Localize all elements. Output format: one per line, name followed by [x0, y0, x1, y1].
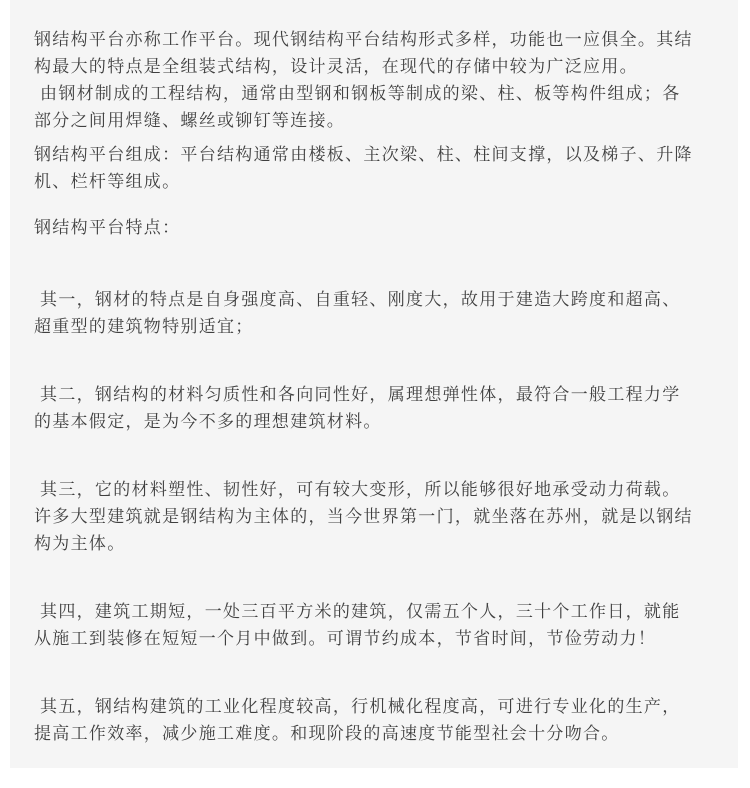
paragraph-feature-4: 其四，建筑工期短，一处三百平方米的建筑，仅需五个人，三十个工作日，就能从施工到装修在短短一个月中做到。可谓节约成本，节省时间，节俭劳动力！ [34, 602, 681, 648]
paragraph-construction: 由钢材制成的工程结构，通常由型钢和钢板等制成的梁、柱、板等构件组成；各部分之间用焊缝、螺丝或铆钉等连接。 [34, 84, 681, 130]
paragraph-feature-1: 其一，钢材的特点是自身强度高、自重轻、刚度大，故用于建造大跨度和超高、超重型的建筑物特别适宜； [34, 290, 681, 336]
paragraph-composition: 钢结构平台组成：平台结构通常由楼板、主次梁、柱、柱间支撑，以及梯子、升降机、栏杆等组成。 [34, 145, 693, 191]
paragraph-intro: 钢结构平台亦称工作平台。现代钢结构平台结构形式多样，功能也一应俱全。其结构最大的特点是全组装式结构，设计灵活，在现代的存储中较为广泛应用。 [34, 30, 693, 76]
paragraph-feature-3: 其三，它的材料塑性、韧性好，可有较大变形，所以能够很好地承受动力荷载。许多大型建筑就是钢结构为主体的，当今世界第一门，就坐落在苏州，就是以钢结构为主体。 [34, 480, 693, 553]
heading-features: 钢结构平台特点： [34, 218, 181, 237]
paragraph-feature-5: 其五，钢结构建筑的工业化程度较高，行机械化程度高，可进行专业化的生产，提高工作效率，减少施工难度。和现阶段的高速度节能型社会十分吻合。 [34, 697, 681, 743]
paragraph-feature-2: 其二，钢结构的材料匀质性和各向同性好，属理想弹性体，最符合一般工程力学的基本假定，是为今不多的理想建筑材料。 [34, 385, 681, 431]
content-panel [10, 0, 738, 768]
